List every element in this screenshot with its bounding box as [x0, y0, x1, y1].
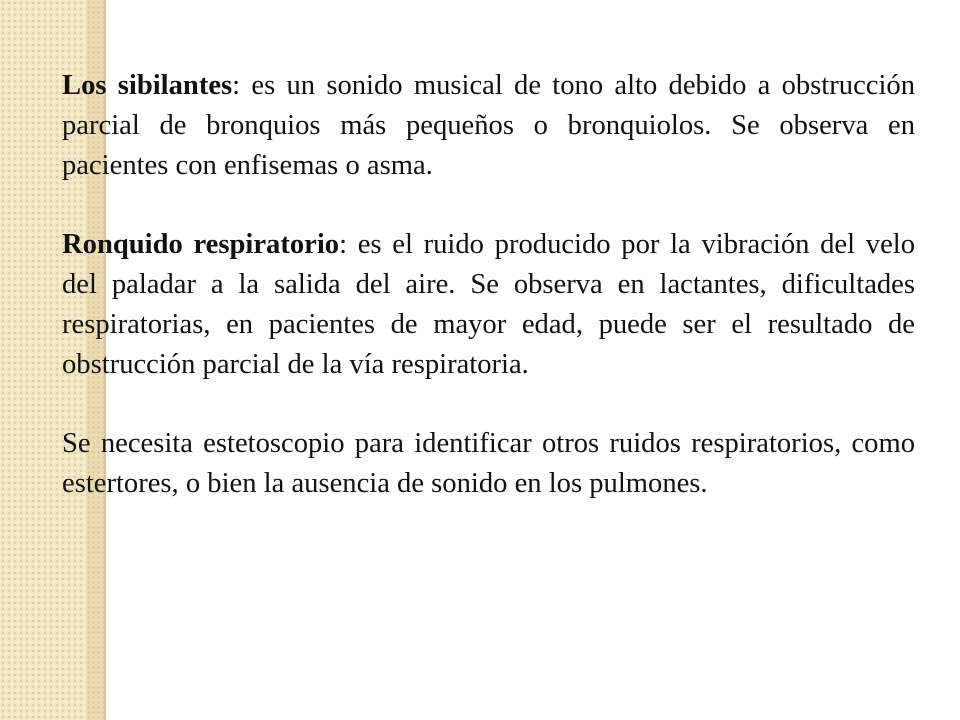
slide-body — [62, 66, 915, 504]
term-ronquido-respiratorio: Ronquido respiratorio — [62, 229, 340, 261]
paragraph-estetoscopio — [62, 424, 915, 504]
paragraph-ronquido — [62, 225, 915, 384]
term-sibilantes: Los sibilantes — [62, 70, 233, 101]
definition-sibilantes: : es un sonido musical de tono alto debido a obstrucción parcial de bronquios más pequeños o bronquiolos. Se observa en pacientes con enfisemas o asma. — [62, 70, 915, 181]
paragraph-sibilantes — [62, 66, 915, 185]
text-estetoscopio: Se necesita estetoscopio para identificar otros ruidos respiratorios, como estertores, o bien la ausencia de sonido en los pulmones. — [62, 428, 915, 499]
definition-ronquido-respiratorio: : es el ruido producido por la vibración del velo del paladar a la salida del aire. Se observa en lactantes, dificultades respiratorias, en pacientes de mayor edad, puede ser el resultado de obstrucción parcial de la vía respiratoria. — [62, 229, 915, 380]
